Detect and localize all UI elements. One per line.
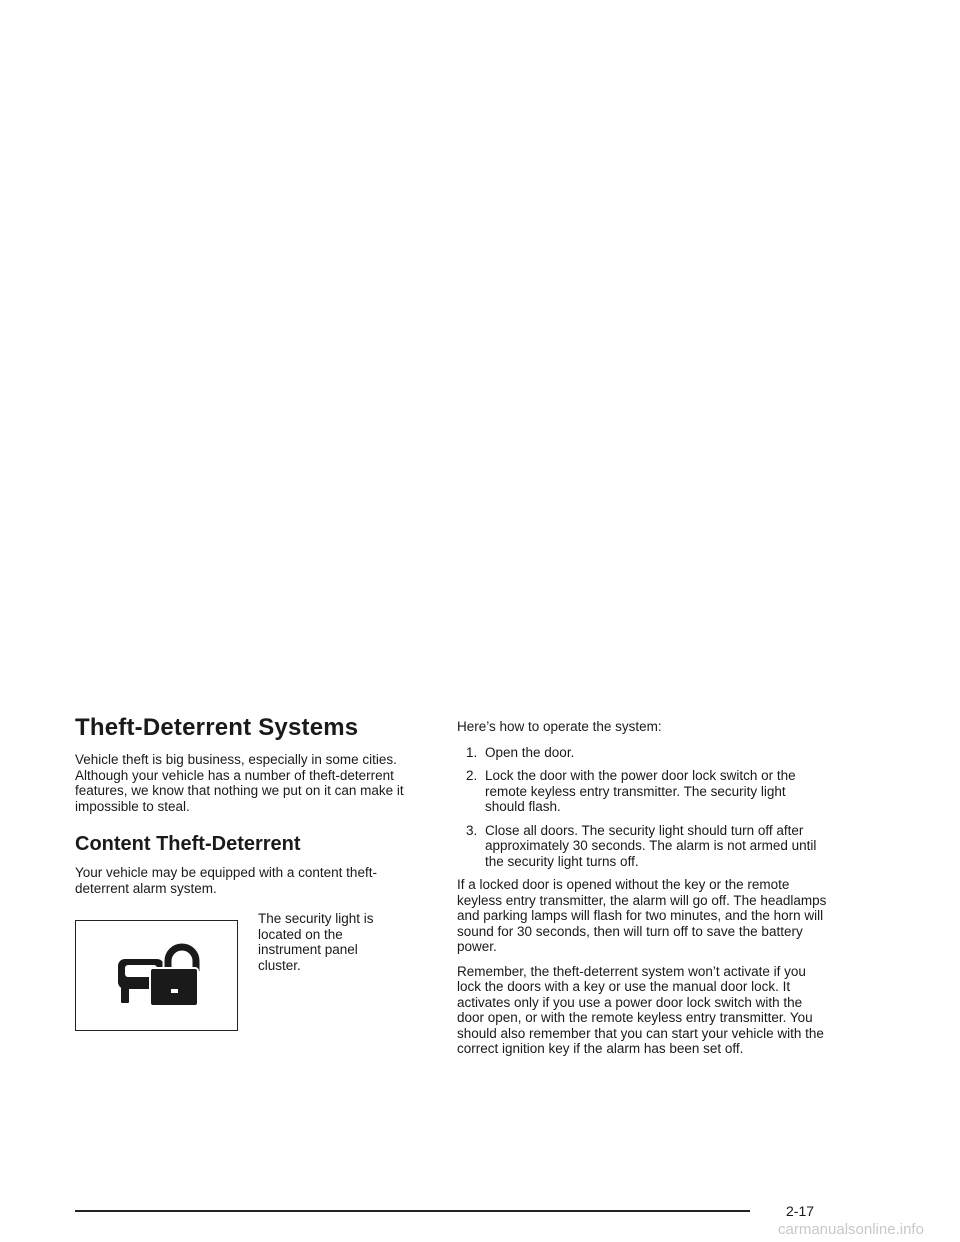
section-title: Theft-Deterrent Systems <box>75 714 359 741</box>
alarm-behavior-paragraph: If a locked door is opened without the key or the remote keyless entry transmitter, the alarm will go off. The headlamps and parking lamps will flash for two minutes, and the horn will sound for 30 seconds, then will turn off to save the battery power. <box>457 877 827 954</box>
list-item <box>457 768 827 815</box>
security-light-figure <box>75 911 425 1023</box>
list-item <box>457 823 827 870</box>
step-number: 1. <box>466 744 478 760</box>
step-number: 3. <box>466 822 478 838</box>
watermark: carmanualsonline.info <box>778 1221 924 1238</box>
security-light-caption: The security light is located on the instrument panel cluster. <box>258 911 374 973</box>
activation-note-paragraph: Remember, the theft-deterrent system won’t activate if you lock the doors with a key or use the manual door lock. It activates only if you use a power door lock switch with the door open, or with the remote keyless entry transmitter. You should also remember that you can start your vehicle with the correct ignition key if the alarm has been set off. <box>457 963 824 1056</box>
footer-rule <box>75 1210 750 1212</box>
step-text: Open the door. <box>485 744 575 760</box>
howto-intro: Here’s how to operate the system: <box>457 719 662 734</box>
step-text: Close all doors. The security light should turn off after approximately 30 seconds. The alarm is not armed until the security light turns off. <box>485 822 817 869</box>
steps-list <box>457 745 827 870</box>
step-number: 2. <box>466 768 478 783</box>
step-text: Lock the door with the power door lock switch or the remote keyless entry transmitter. The security light should flash. <box>485 768 796 814</box>
intro-paragraph: Vehicle theft is big business, especially in some cities. Although your vehicle has a number of theft-deterrent features, we know that nothing we put on it can make it impossible to steal. <box>75 752 404 814</box>
security-lock-vehicle-icon <box>116 941 200 1013</box>
subsection-title: Content Theft-Deterrent <box>75 833 301 855</box>
security-icon-frame <box>75 920 238 1031</box>
right-column <box>457 719 827 1066</box>
left-column <box>75 714 425 1023</box>
content-paragraph: Your vehicle may be equipped with a content theft-deterrent alarm system. <box>75 865 377 896</box>
page-number: 2-17 <box>786 1203 815 1219</box>
list-item <box>457 745 827 761</box>
